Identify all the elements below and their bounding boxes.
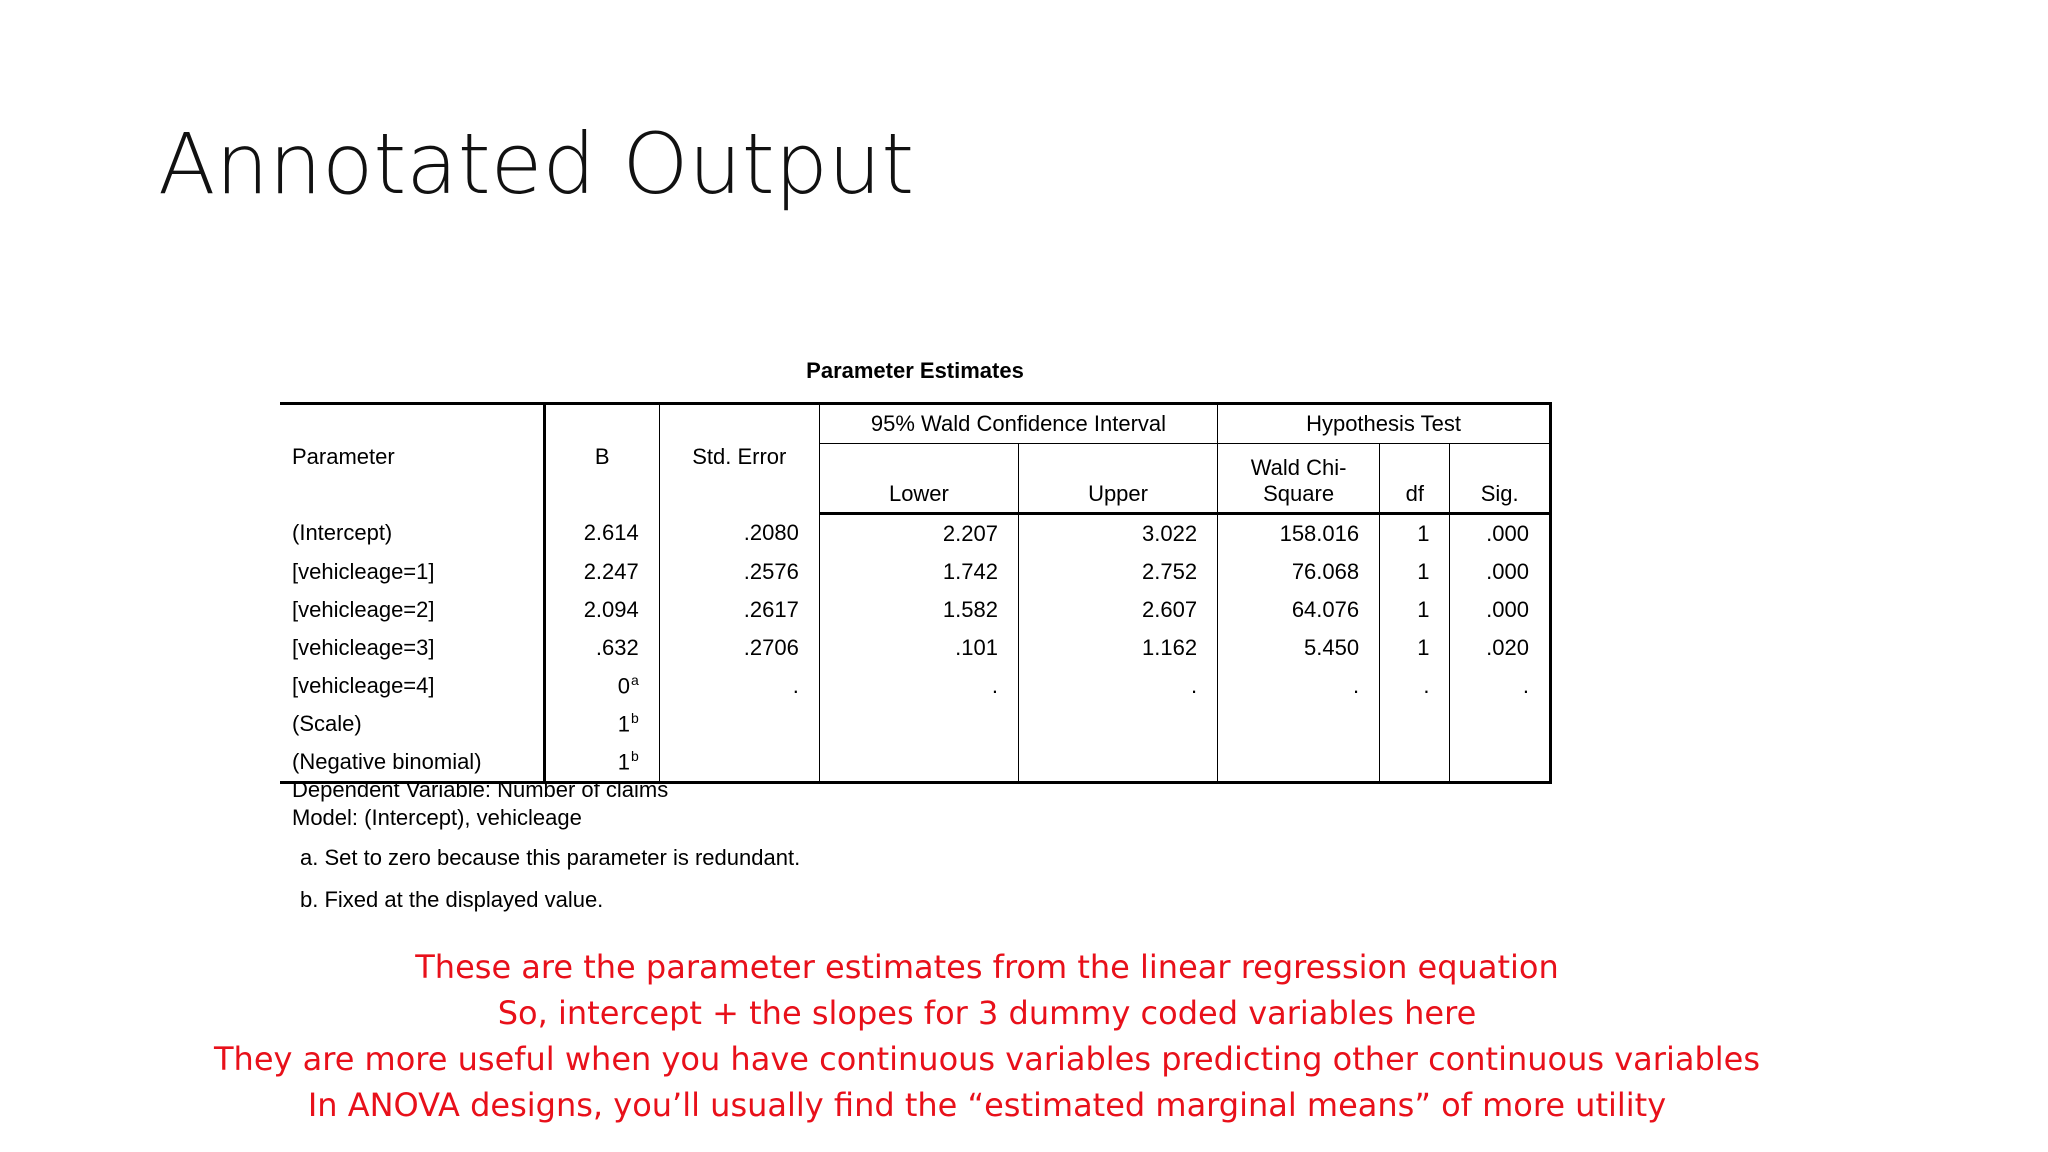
cell-lower: [819, 591, 1018, 629]
cell-wald-chi-square: [1218, 743, 1380, 783]
cell-sig: [1450, 591, 1551, 629]
header-parameter: Parameter: [292, 443, 395, 469]
cell-b: [544, 629, 659, 667]
table-row: [280, 705, 1551, 743]
cell-std-error: [659, 667, 819, 705]
header-wald-line1: Wald Chi-: [1250, 455, 1347, 481]
cell-df-value: 1: [1417, 559, 1430, 584]
cell-parameter-value: (Negative binomial): [292, 749, 482, 774]
cell-wald-chi-square-value: 64.076: [1291, 597, 1360, 622]
dependent-variable-note: Dependent Variable: Number of claims: [292, 777, 669, 802]
header-b: B: [544, 404, 659, 514]
cell-wald-chi-square: [1218, 591, 1380, 629]
annotation-line-2: So, intercept + the slopes for 3 dummy coded variables here: [497, 994, 1477, 1032]
cell-std-error: [659, 705, 819, 743]
cell-parameter-value: [vehicleage=4]: [292, 673, 435, 698]
cell-upper: [1018, 629, 1217, 667]
cell-sig-value: .000: [1486, 597, 1529, 622]
cell-sig: [1450, 667, 1551, 705]
annotation-line-3: They are more useful when you have continuous variables predicting other continuous variables: [214, 1040, 1760, 1078]
cell-sig: [1450, 514, 1551, 554]
footnote-a: a. Set to zero because this parameter is redundant.: [300, 845, 801, 870]
table-row: [280, 591, 1551, 629]
cell-b: [544, 514, 659, 554]
cell-lower: [819, 553, 1018, 591]
footnote-marker: b: [630, 748, 639, 765]
cell-lower: [819, 514, 1018, 554]
cell-df: [1380, 514, 1450, 554]
header-confidence-interval: 95% Wald Confidence Interval: [819, 404, 1217, 444]
cell-upper: [1018, 514, 1217, 554]
cell-upper: [1018, 743, 1217, 783]
table-row: [280, 553, 1551, 591]
cell-std-error: [659, 514, 819, 554]
cell-upper: [1018, 591, 1217, 629]
cell-parameter: [280, 667, 544, 705]
cell-std-error: [659, 591, 819, 629]
cell-sig-value: .020: [1486, 635, 1529, 660]
table-row: [280, 514, 1551, 554]
cell-sig-value: .: [1522, 673, 1529, 698]
cell-upper-value: .: [1190, 673, 1198, 698]
cell-lower-value: 1.742: [942, 559, 998, 584]
red-annotation: [0, 944, 1974, 1128]
cell-upper-value: 2.607: [1142, 597, 1198, 622]
cell-b: [544, 705, 659, 743]
cell-std-error-value: .2706: [743, 635, 799, 660]
cell-df-value: 1: [1417, 521, 1430, 546]
cell-std-error-value: .2080: [743, 520, 799, 546]
cell-df: [1380, 591, 1450, 629]
cell-b-value: 2.614: [583, 520, 639, 546]
cell-b: [544, 553, 659, 591]
cell-b: [544, 591, 659, 629]
table-body: [280, 514, 1551, 783]
cell-df: [1380, 705, 1450, 743]
cell-sig: [1450, 705, 1551, 743]
cell-lower: [819, 667, 1018, 705]
cell-b-value: 1: [617, 711, 630, 737]
cell-std-error: [659, 743, 819, 783]
footnote-b: b. Fixed at the displayed value.: [300, 887, 604, 912]
cell-parameter-value: [vehicleage=1]: [292, 559, 435, 584]
cell-sig-value: .000: [1486, 521, 1529, 546]
header-df: df: [1380, 444, 1450, 514]
header-upper: Upper: [1018, 444, 1217, 514]
header-wald-chi-square: [1218, 444, 1380, 514]
cell-lower-value: 1.582: [942, 597, 998, 622]
cell-wald-chi-square: [1218, 667, 1380, 705]
cell-parameter: [280, 514, 544, 554]
cell-parameter-value: (Intercept): [292, 520, 393, 546]
table-title: Parameter Estimates: [806, 358, 1024, 383]
header-lower: Lower: [819, 444, 1018, 514]
cell-parameter: [280, 553, 544, 591]
cell-b: [544, 667, 659, 705]
cell-std-error-value: .2576: [743, 559, 799, 584]
cell-b-value: 2.247: [583, 559, 639, 584]
annotation-line-1: These are the parameter estimates from the linear regression equation: [415, 948, 1559, 986]
footnote-marker: b: [630, 710, 639, 727]
table-row: [280, 629, 1551, 667]
footnote-marker: a: [630, 672, 639, 689]
cell-df: [1380, 553, 1450, 591]
cell-lower-value: 2.207: [942, 521, 998, 546]
cell-lower-value: .101: [955, 635, 998, 660]
cell-std-error-value: .: [792, 673, 799, 698]
cell-parameter-value: [vehicleage=3]: [292, 635, 435, 660]
cell-parameter-value: [vehicleage=2]: [292, 597, 435, 622]
cell-parameter: [280, 705, 544, 743]
cell-lower: [819, 743, 1018, 783]
cell-wald-chi-square-value: .: [1352, 673, 1360, 698]
cell-wald-chi-square: [1218, 514, 1380, 554]
cell-lower: [819, 705, 1018, 743]
cell-sig: [1450, 743, 1551, 783]
cell-df: [1380, 743, 1450, 783]
cell-lower-value: .: [991, 673, 998, 698]
header-hypothesis-test: Hypothesis Test: [1218, 404, 1551, 444]
cell-upper-value: 3.022: [1142, 521, 1198, 546]
cell-df-value: .: [1423, 673, 1430, 698]
cell-df: [1380, 667, 1450, 705]
cell-parameter: [280, 629, 544, 667]
cell-df-value: 1: [1417, 597, 1430, 622]
cell-wald-chi-square: [1218, 705, 1380, 743]
cell-parameter: [280, 591, 544, 629]
cell-std-error: [659, 629, 819, 667]
cell-wald-chi-square: [1218, 629, 1380, 667]
model-note: Model: (Intercept), vehicleage: [292, 805, 582, 830]
header-wald-line2: Square: [1263, 480, 1335, 506]
cell-std-error-value: .2617: [743, 597, 799, 622]
cell-sig: [1450, 629, 1551, 667]
header-std-error: Std. Error: [659, 404, 819, 514]
cell-lower: [819, 629, 1018, 667]
cell-upper: [1018, 667, 1217, 705]
cell-upper: [1018, 705, 1217, 743]
annotation-line-4: In ANOVA designs, you’ll usually find the “estimated marginal means” of more utility: [307, 1086, 1667, 1124]
cell-wald-chi-square-value: 158.016: [1279, 521, 1360, 546]
table-row: [280, 667, 1551, 705]
cell-wald-chi-square-value: 5.450: [1304, 635, 1360, 660]
cell-std-error: [659, 553, 819, 591]
cell-df-value: 1: [1417, 635, 1430, 660]
slide-title: Annotated Output: [158, 115, 915, 213]
cell-upper-value: 2.752: [1142, 559, 1198, 584]
cell-upper-value: 1.162: [1142, 635, 1198, 660]
cell-df: [1380, 629, 1450, 667]
cell-parameter-value: (Scale): [292, 711, 362, 736]
cell-wald-chi-square-value: 76.068: [1291, 559, 1360, 584]
cell-b-value: 2.094: [583, 597, 639, 622]
cell-sig: [1450, 553, 1551, 591]
cell-upper: [1018, 553, 1217, 591]
cell-sig-value: .000: [1486, 559, 1529, 584]
cell-b-value: 1: [617, 749, 630, 775]
parameter-estimates-table: [280, 402, 1552, 784]
cell-b-value: 0: [617, 673, 630, 699]
cell-wald-chi-square: [1218, 553, 1380, 591]
cell-b-value: .632: [595, 635, 639, 660]
header-sig: Sig.: [1450, 444, 1551, 514]
